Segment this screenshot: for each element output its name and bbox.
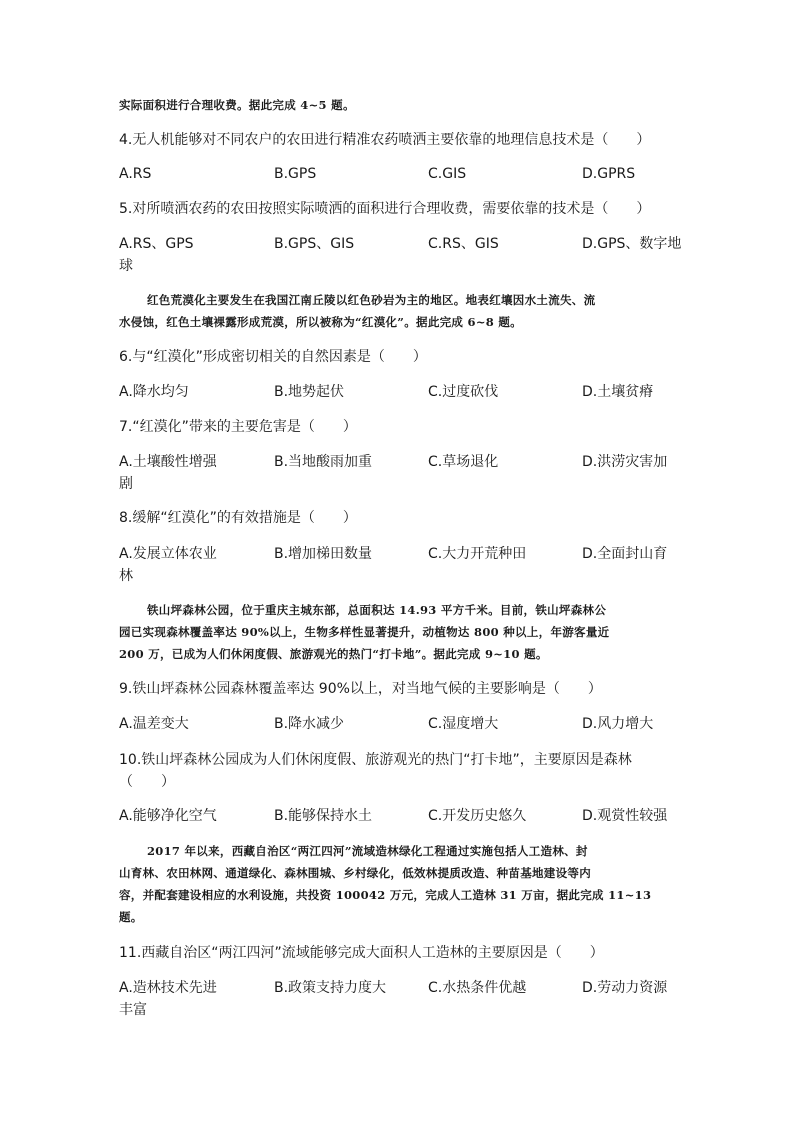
option-c: C.过度砍伐 [428, 384, 499, 400]
option-b: B.GPS、GIS [274, 236, 355, 252]
question-text: 8.缓解“红漠化”的有效措施是（ ） [119, 510, 357, 526]
option-a: A.降水均匀 [119, 384, 189, 400]
passage-text: 实际面积进行合理收费。据此完成 4~5 题。 [119, 98, 355, 112]
question-text: 7.“红漠化”带来的主要危害是（ ） [119, 419, 357, 435]
option-b: B.当地酸雨加重 [274, 454, 373, 470]
passage-text: 容，并配套建设相应的水利设施，共投资 100042 万元，完成人工造林 31 万亩，据此完成 11~13 [119, 888, 652, 902]
option-b: B.增加梯田数量 [274, 546, 373, 562]
passage-text: 铁山坪森林公园，位于重庆主城东部，总面积达 14.93 平方千米。目前，铁山坪森林公 [147, 603, 607, 617]
question-text: 10.铁山坪森林公园成为人们休闲度假、旅游观光的热门“打卡地”，主要原因是森林 [119, 752, 632, 768]
question-text: 9.铁山坪森林公园森林覆盖率达 90%以上，对当地气候的主要影响是（ ） [119, 681, 602, 697]
option-b: B.降水减少 [274, 716, 345, 732]
option-a: A.RS [119, 166, 152, 182]
passage-text: 题。 [119, 910, 143, 924]
question-text: 11.西藏自治区“两江四河”流域能够完成大面积人工造林的主要原因是（ ） [119, 945, 604, 961]
option-a: A.发展立体农业 [119, 546, 217, 562]
question-text: 6.与“红漠化”形成密切相关的自然因素是（ ） [119, 349, 427, 365]
option-b: B.能够保持水土 [274, 808, 373, 824]
question-text: 4.无人机能够对不同农户的农田进行精准农药喷洒主要依靠的地理信息技术是（ ） [119, 132, 651, 148]
option-d: D.土壤贫瘠 [582, 384, 654, 400]
passage-text: 园已实现森林覆盖率达 90%以上，生物多样性显著提升，动植物达 800 种以上，年游客量近 [119, 625, 610, 639]
question-text: 5.对所喷洒农药的农田按照实际喷洒的面积进行合理收费，需要依靠的技术是（ ） [119, 201, 651, 217]
option-c: C.水热条件优越 [428, 980, 527, 996]
option-c: C.开发历史悠久 [428, 808, 527, 824]
wrapped-text: （ ） [119, 774, 175, 790]
option-a: A.温差变大 [119, 716, 189, 732]
passage-text: 200 万，已成为人们休闲度假、旅游观光的热门“打卡地”。据此完成 9~10 题。 [119, 647, 548, 661]
option-c: C.GIS [428, 166, 467, 182]
option-d: D.GPRS [582, 166, 636, 182]
option-c: C.大力开荒种田 [428, 546, 527, 562]
passage-text: 红色荒漠化主要发生在我国江南丘陵以红色砂岩为主的地区。地表红壤因水土流失、流 [147, 293, 596, 307]
wrapped-text: 林 [119, 568, 133, 584]
option-d: D.洪涝灾害加 [582, 454, 668, 470]
option-c: C.RS、GIS [428, 236, 499, 252]
option-c: C.草场退化 [428, 454, 499, 470]
option-b: B.地势起伏 [274, 384, 345, 400]
option-a: A.RS、GPS [119, 236, 194, 252]
passage-text: 山育林、农田林网、通道绿化、森林围城、乡村绿化，低效林提质改造、种苗基地建设等内 [119, 866, 591, 880]
option-a: A.造林技术先进 [119, 980, 217, 996]
option-d: D.劳动力资源 [582, 980, 668, 996]
wrapped-text: 球 [119, 258, 133, 274]
option-a: A.能够净化空气 [119, 808, 217, 824]
wrapped-text: 丰富 [119, 1002, 147, 1018]
option-d: D.风力增大 [582, 716, 654, 732]
option-d: D.GPS、数字地 [582, 236, 682, 252]
option-b: B.GPS [274, 166, 317, 182]
option-d: D.全面封山育 [582, 546, 668, 562]
wrapped-text: 剧 [119, 476, 133, 492]
option-a: A.土壤酸性增强 [119, 454, 217, 470]
option-d: D.观赏性较强 [582, 808, 668, 824]
option-b: B.政策支持力度大 [274, 980, 387, 996]
passage-text: 水侵蚀，红色土壤裸露形成荒漠，所以被称为“红漠化”。据此完成 6~8 题。 [119, 315, 522, 329]
option-c: C.湿度增大 [428, 716, 499, 732]
passage-text: 2017 年以来，西藏自治区“两江四河”流域造林绿化工程通过实施包括人工造林、封 [147, 844, 588, 858]
